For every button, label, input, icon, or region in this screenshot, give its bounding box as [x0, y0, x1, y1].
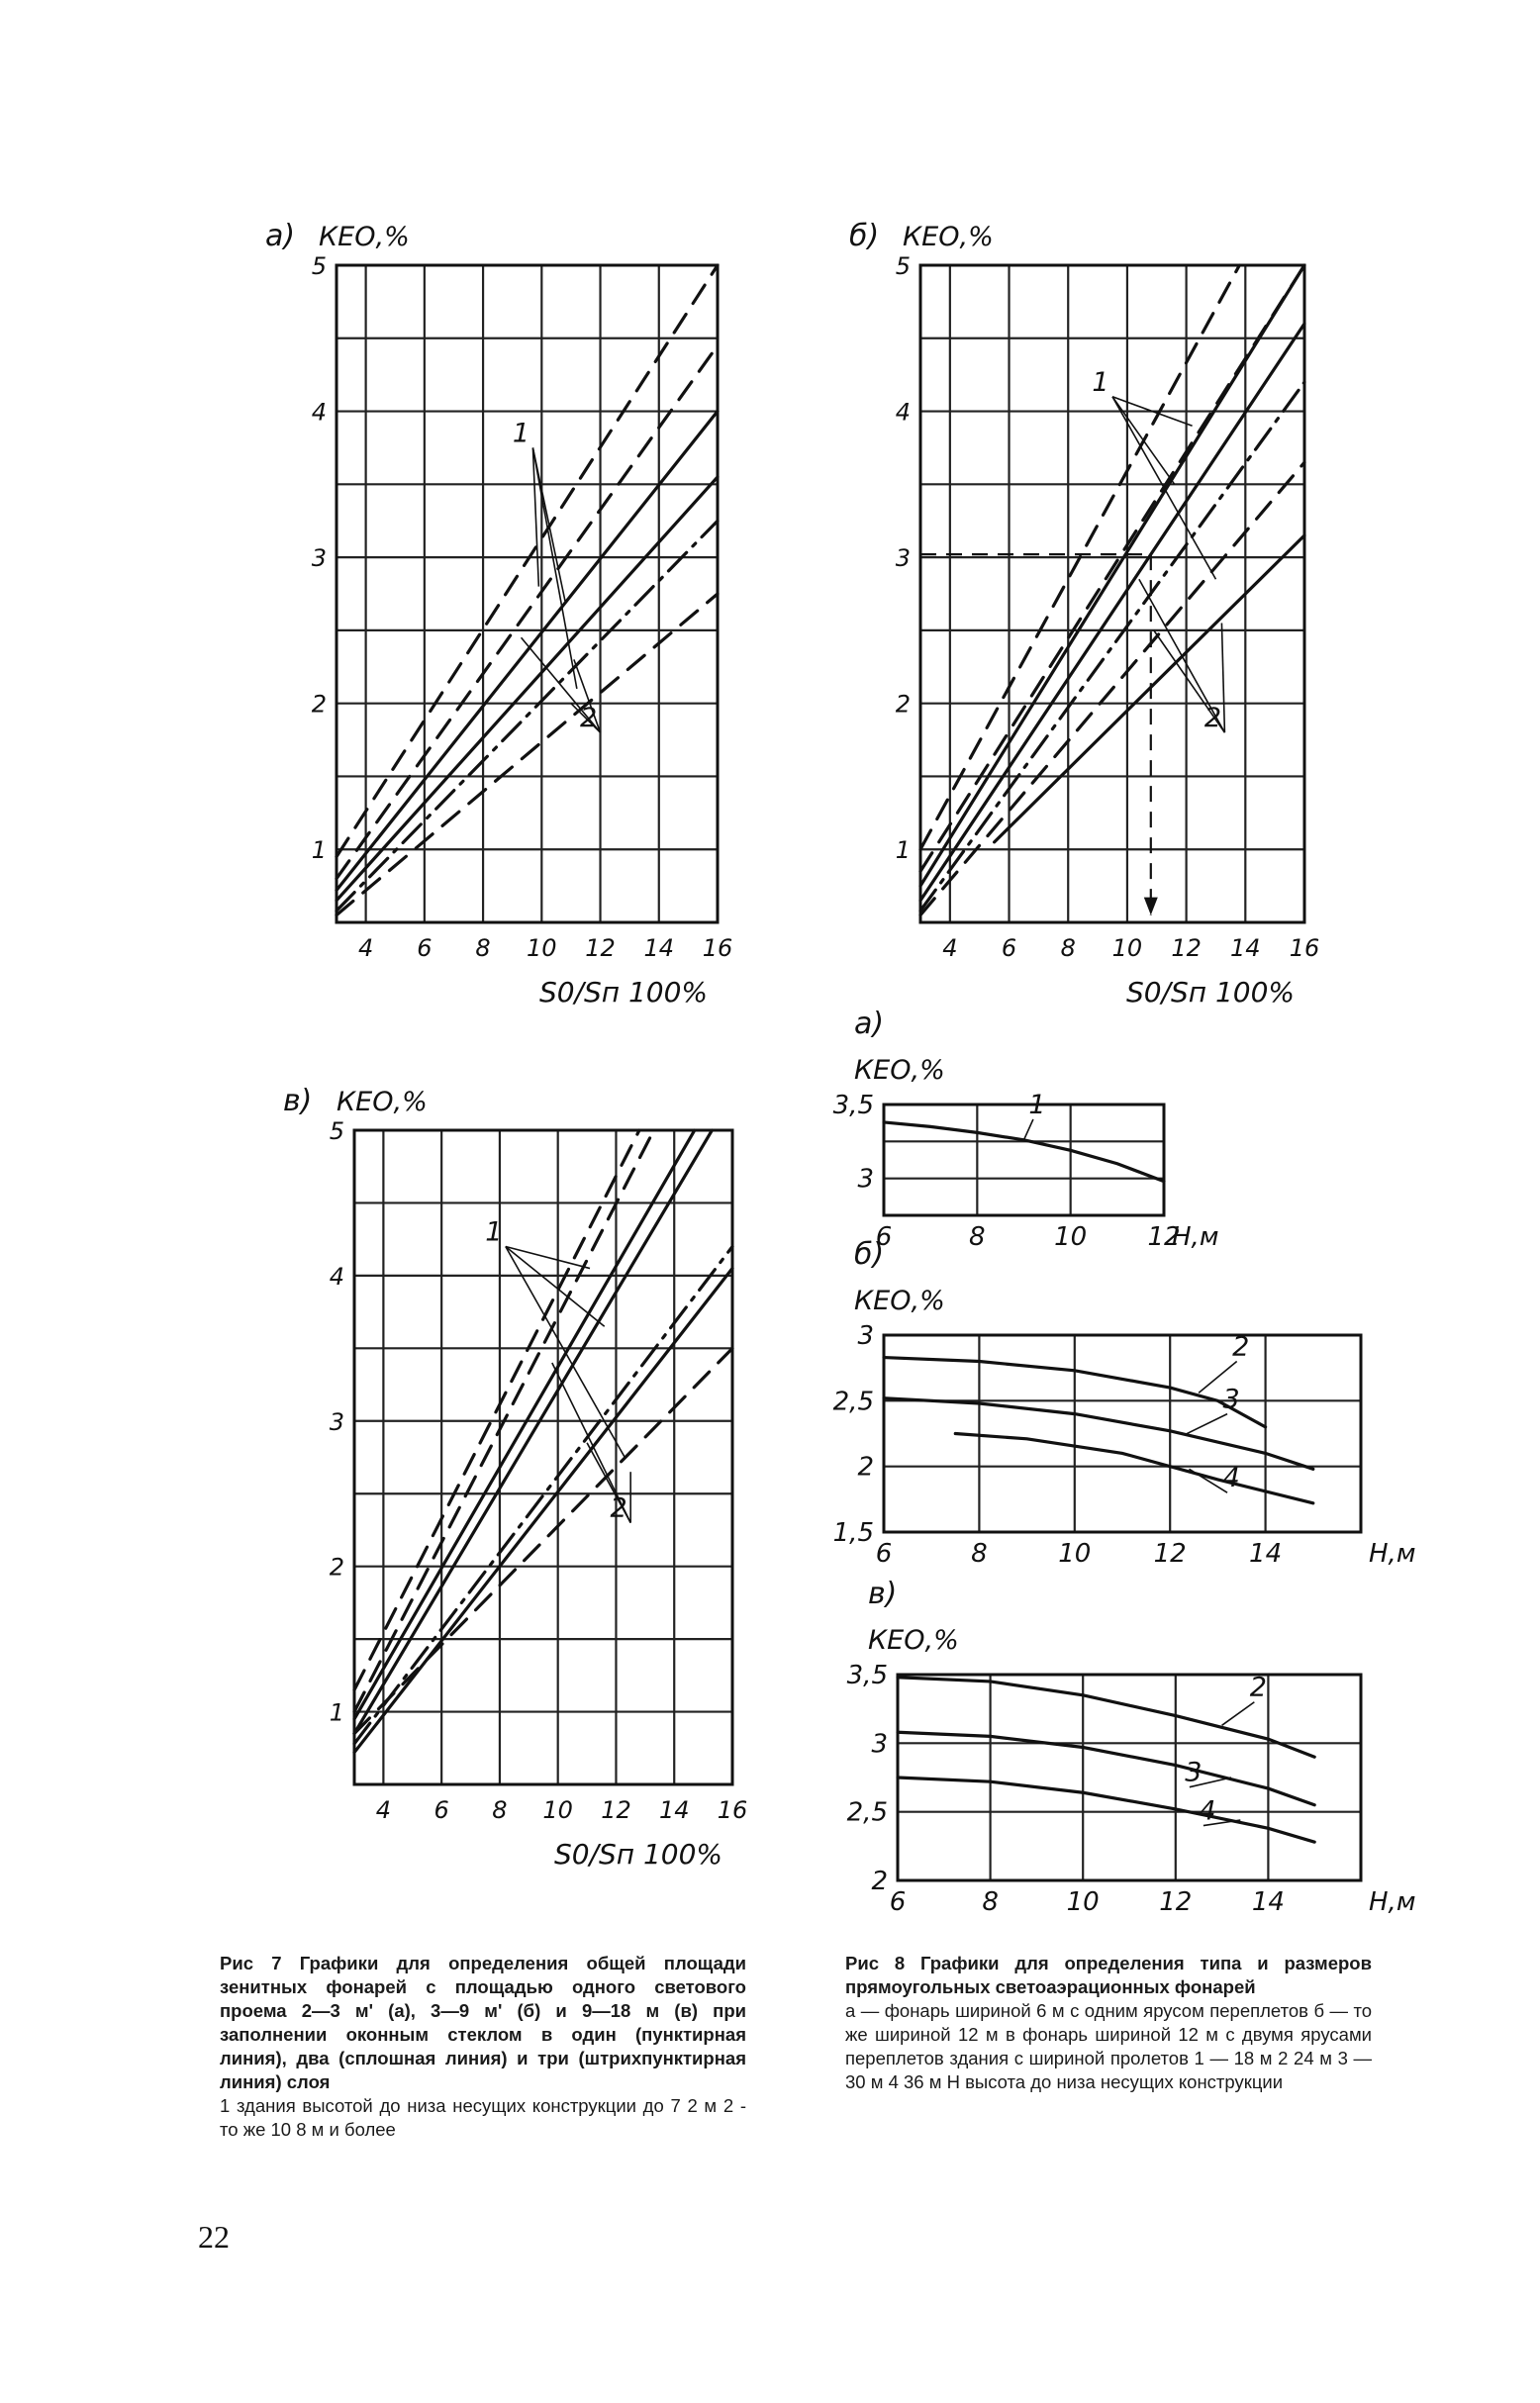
fig7a-panel-label: а) [265, 219, 296, 253]
fig7v-ytick-4: 4 [329, 1262, 344, 1291]
fig7b-series-dashed-3 [920, 462, 1304, 914]
fig7v-xtick-12: 12 [601, 1796, 631, 1824]
fig7v-xtick-16: 16 [717, 1796, 748, 1824]
fig8a-panel-label: а) [854, 1007, 885, 1041]
fig7b-leader-2-2 [1221, 624, 1224, 733]
fig8v-y-axis-label: КЕО,% [868, 1625, 959, 1656]
fig8b-series-4 [955, 1434, 1313, 1503]
fig7b-panel-label: б) [849, 219, 880, 253]
fig8b-ytick-1,5: 1,5 [832, 1518, 874, 1548]
fig7a-annotation-1: 1 [512, 418, 530, 449]
fig7v-ytick-5: 5 [329, 1117, 344, 1145]
fig7b-x-axis-label: S0/Sп 100% [1125, 976, 1295, 1009]
fig8a-ytick-3,5: 3,5 [832, 1091, 874, 1120]
fig8v-ytick-2,5: 2,5 [846, 1797, 888, 1828]
fig8a-chart [833, 1007, 1219, 1252]
fig7v-xtick-8: 8 [492, 1796, 508, 1824]
fig7b-ytick-2: 2 [895, 690, 911, 719]
fig7a-xtick-6: 6 [417, 934, 433, 962]
fig7v-xtick-4: 4 [375, 1796, 392, 1824]
fig7a-ytick-3: 3 [311, 544, 327, 573]
fig7b-annotation-2: 2 [1203, 703, 1222, 734]
fig8a-ytick-3: 3 [857, 1164, 874, 1195]
fig7v-y-axis-label: КЕО,% [337, 1087, 428, 1117]
fig7b-xtick-6: 6 [1001, 934, 1017, 962]
fig7b-annotation-1: 1 [1092, 366, 1109, 398]
fig7v-series-dashdot-1 [354, 1247, 732, 1744]
fig7v-ytick-3: 3 [329, 1407, 344, 1436]
fig7b-xtick-14: 14 [1230, 934, 1261, 962]
fig7a-series-solid-2 [337, 477, 718, 901]
fig7v-series-solid-2 [354, 1130, 712, 1734]
fig7v-series-dashed-1 [354, 1130, 639, 1690]
fig7a-annotation-2: 2 [579, 703, 598, 734]
fig8a-y-axis-label: КЕО,% [854, 1055, 945, 1086]
fig8b-annotation-3: 3 [1222, 1384, 1240, 1415]
figure7-caption [220, 1952, 746, 2142]
fig8b-annotation-4: 4 [1222, 1463, 1240, 1494]
fig7v-frame [354, 1130, 732, 1784]
fig7v-annotation-1: 1 [485, 1216, 503, 1248]
fig8b-ytick-2,5: 2,5 [832, 1387, 874, 1417]
fig8a-xtick-10: 10 [1054, 1222, 1088, 1252]
fig7b-xtick-8: 8 [1060, 934, 1076, 962]
fig7b-ytick-1: 1 [895, 836, 911, 865]
fig7a-ytick-1: 1 [311, 836, 327, 865]
fig8v-annotation-3: 3 [1185, 1757, 1203, 1788]
fig7a-ytick-2: 2 [311, 690, 327, 719]
fig7v-xtick-14: 14 [658, 1796, 690, 1824]
fig8b-chart [833, 1237, 1416, 1569]
fig7a-ytick-5: 5 [311, 252, 327, 280]
fig7b-series-solid-1 [920, 265, 1304, 886]
fig8a-xtick-12: 12 [1147, 1222, 1181, 1252]
figure7-caption-title: Рис 7 Графики для определения общей площади зенитных фонарей с площадью одного светового проема 2—3 м' (а), 3—9 м' (б) и 9—18 м (в) при заполнении оконным стеклом в один (пунктирная линия), два (сплошная линия) и три (штрихпунктирная линия) слоя [220, 1953, 746, 2092]
fig8v-leader-2-0 [1222, 1702, 1255, 1726]
fig7a-ytick-4: 4 [311, 398, 327, 427]
fig8v-annotation-2: 2 [1249, 1672, 1267, 1703]
fig8a-frame [884, 1105, 1164, 1215]
fig7a-xtick-10: 10 [527, 934, 557, 962]
fig8b-leader-3-0 [1185, 1414, 1227, 1435]
fig8v-xtick-12: 12 [1159, 1887, 1193, 1917]
fig7a-xtick-16: 16 [702, 934, 733, 962]
fig8v-ytick-3: 3 [871, 1729, 888, 1760]
fig7b-leader-1-1 [1112, 397, 1175, 485]
fig8v-ytick-2: 2 [871, 1867, 888, 1896]
fig8b-xtick-10: 10 [1058, 1539, 1092, 1569]
fig8b-annotation-2: 2 [1232, 1331, 1250, 1363]
fig7v-series-solid-3 [354, 1269, 732, 1753]
fig7a-series-dashdot-1 [337, 521, 718, 911]
figure8-caption-title: Рис 8 Графики для определения типа и размеров прямоугольных светоаэрационных фонарей [845, 1953, 1372, 1997]
fig7b-ytick-5: 5 [895, 252, 911, 280]
fig8b-xtick-12: 12 [1153, 1539, 1187, 1569]
fig8v-chart [847, 1577, 1416, 1917]
fig8a-series-1 [884, 1122, 1164, 1182]
fig8a-x-axis-label: H,м [1172, 1222, 1219, 1252]
fig7v-series-dashed-3 [354, 1348, 732, 1733]
figure8-caption-legend: а — фонарь шириной 6 м с одним ярусом переплетов б — то же шириной 12 м в фонарь шириной 12 м с двумя ярусами переплетов здания с шириной пролетов 1 — 18 м 2 24 м 3 — 30 м 4 36 м H высота до низа несущих конструкции [845, 2000, 1372, 2092]
fig8b-x-axis-label: H,м [1369, 1539, 1416, 1569]
fig8a-annotation-1: 1 [1028, 1089, 1046, 1120]
fig7v-series-solid-1 [354, 1130, 695, 1719]
page-number: 22 [198, 2219, 230, 2255]
fig7b-chart [849, 219, 1319, 1009]
fig8b-ytick-3: 3 [857, 1321, 874, 1351]
fig7v-xtick-6: 6 [433, 1796, 449, 1824]
fig7v-x-axis-label: S0/Sп 100% [553, 1838, 722, 1871]
fig8v-xtick-14: 14 [1251, 1887, 1285, 1917]
fig8v-series-4 [898, 1778, 1314, 1842]
fig8b-xtick-6: 6 [875, 1539, 893, 1569]
fig7v-chart [283, 1084, 747, 1871]
fig8b-xtick-14: 14 [1249, 1539, 1283, 1569]
fig7b-xtick-10: 10 [1111, 934, 1143, 962]
fig7a-chart [265, 219, 732, 1009]
fig7a-xtick-12: 12 [585, 934, 616, 962]
fig8b-panel-label: б) [854, 1237, 885, 1272]
fig8v-x-axis-label: H,м [1369, 1887, 1416, 1917]
fig7v-annotation-2: 2 [610, 1492, 627, 1524]
fig7b-guide-arrow-1 [1144, 898, 1158, 915]
fig7a-frame [337, 265, 718, 922]
fig7b-y-axis-label: КЕО,% [903, 222, 994, 252]
fig8b-ytick-2: 2 [857, 1452, 874, 1483]
fig8b-series-3 [884, 1398, 1313, 1470]
fig8a-xtick-6: 6 [875, 1222, 893, 1252]
fig7a-series-dashed-1 [337, 265, 718, 857]
fig8v-xtick-8: 8 [982, 1887, 999, 1917]
fig7b-xtick-4: 4 [942, 934, 958, 962]
fig7a-xtick-14: 14 [643, 934, 675, 962]
figure7-caption-legend: 1 здания высотой до низа несущих конструкции до 7 2 м 2 - то же 10 8 м и более [220, 2095, 746, 2140]
fig7a-xtick-8: 8 [475, 934, 491, 962]
fig7b-series-solid-2 [920, 324, 1304, 901]
fig7b-series-dashdot-1 [920, 382, 1304, 911]
fig7b-ytick-3: 3 [895, 544, 911, 573]
fig7v-xtick-10: 10 [542, 1796, 573, 1824]
fig8b-y-axis-label: КЕО,% [854, 1286, 945, 1316]
fig7b-xtick-16: 16 [1289, 934, 1320, 962]
fig7b-xtick-12: 12 [1171, 934, 1202, 962]
fig7v-ytick-1: 1 [329, 1698, 344, 1727]
fig7v-ytick-2: 2 [329, 1553, 344, 1582]
fig8v-xtick-6: 6 [889, 1887, 907, 1917]
fig7a-series-dashed-3 [337, 594, 718, 915]
fig7v-panel-label: в) [283, 1084, 313, 1118]
fig8v-ytick-3,5: 3,5 [846, 1661, 888, 1690]
fig7a-y-axis-label: КЕО,% [319, 222, 410, 252]
figure8-caption [845, 1952, 1372, 2094]
fig8v-panel-label: в) [868, 1577, 898, 1611]
fig8a-xtick-8: 8 [969, 1222, 986, 1252]
fig8b-xtick-8: 8 [971, 1539, 988, 1569]
fig7b-ytick-4: 4 [895, 398, 911, 427]
fig7a-x-axis-label: S0/Sп 100% [538, 976, 708, 1009]
fig8a-leader-1-0 [1024, 1119, 1033, 1140]
fig7a-xtick-4: 4 [357, 934, 374, 962]
fig8v-annotation-4: 4 [1199, 1795, 1216, 1827]
fig7a-series-solid-1 [337, 412, 718, 891]
fig8v-xtick-10: 10 [1066, 1887, 1100, 1917]
